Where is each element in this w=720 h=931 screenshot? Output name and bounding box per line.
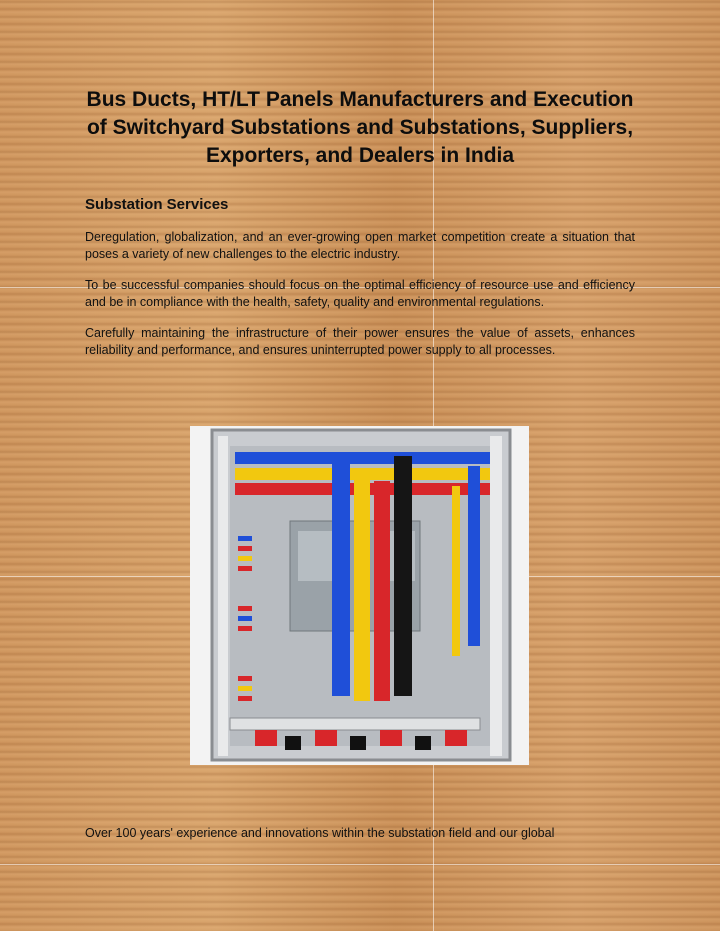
electrical-panel-busbars-icon xyxy=(190,426,529,765)
document-body xyxy=(85,86,635,373)
electrical-panel-photo xyxy=(190,426,529,765)
footer-paragraph: Over 100 years' experience and innovations within the substation field and our global xyxy=(85,826,555,840)
paragraph: To be successful companies should focus on the optimal efficiency of resource use and efficiency and be in compliance with the health, safety, quality and environmental regulations. xyxy=(85,278,635,309)
section-heading: Substation Services xyxy=(85,196,229,213)
page-title: Bus Ducts, HT/LT Panels Manufacturers and Execution of Switchyard Substations and Substations, Suppliers, Exporters, and Dealers in India xyxy=(86,88,634,167)
paragraph: Deregulation, globalization, and an ever-growing open market competition create a situation that poses a variety of new challenges to the electric industry. xyxy=(85,230,635,261)
paragraph: Carefully maintaining the infrastructure of their power ensures the value of assets, enhances reliability and performance, and ensures uninterrupted power supply to all processes. xyxy=(85,326,635,357)
tile-divider-horizontal xyxy=(0,864,720,865)
